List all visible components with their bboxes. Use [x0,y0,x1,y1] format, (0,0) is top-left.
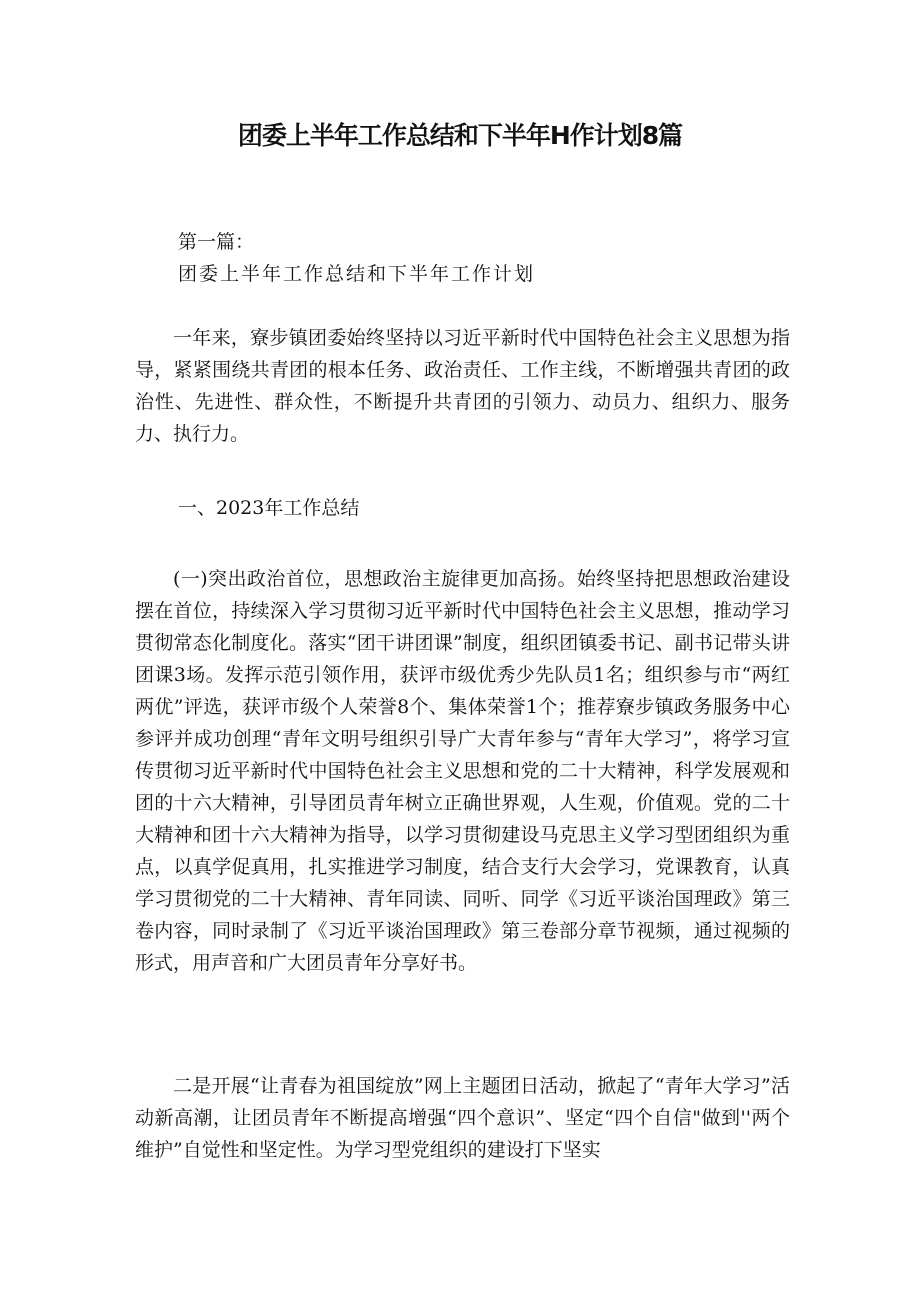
intro-paragraph: 一年来，寮步镇团委始终坚持以习近平新时代中国特色社会主义思想为指导，紧紧围绕共青团的根本任务、政治责任、工作主线，不断增强共青团的政治性、先进性、群众性，不断提升共青团的引领力、动员力、组织力、服务力、执行力。 [135,327,790,445]
chapter-title: 团委上半年工作总结和下半年工作计划 [178,263,536,285]
body-paragraph-1: (一)突出政治首位，思想政治主旋律更加高扬。始终坚持把思想政治建设摆在首位，持续深入学习贯彻习近平新时代中国特色社会主义思想，推动学习贯彻常态化制度化。落实“团干讲团课”制度，组织团镇委书记、副书记带头讲团课3场。发挥示范引领作用，获评市级优秀少先队员1名；组织参与市“两红两优”评选，获评市级个人荣誉8个、集体荣誉1个；推荐寮步镇政务服务中心参评并成功创理“青年文明号组织引导广大青年参与“青年大学习”，将学习宣传贯彻习近平新时代中国特色社会主义思想和党的二十大精神，科学发展观和团的十六大精神，引导团员青年树立正确世界观，人生观，价值观。党的二十大精神和团十六大精神为指导，以学习贯彻建设马克思主义学习型团组织为重点，以真学促真用，扎实推进学习制度，结合支行大会学习，党课教育，认真学习贯彻党的二十大精神、青年同读、同听、同学《习近平谈治国理政》第三卷内容，同时录制了《习近平谈治国理政》第三卷部分章节视频，通过视频的形式，用声音和广大团员青年分享好书。 [135,568,790,974]
chapter-label: 第一篇： [178,231,255,253]
section-heading: 一、2023年工作总结 [178,497,360,519]
document-title: 团委上半年工作总结和下半年H作计划8篇 [237,121,683,150]
body-paragraph-2: 二是开展“让青春为祖国绽放”网上主题团日活动，掀起了“青年大学习”活动新高潮，让团员青年不断提高增强“四个意识”、坚定“四个自信"做到''两个维护”自觉性和坚定性。为学习型党组织的建设打下坚实 [135,1075,790,1161]
